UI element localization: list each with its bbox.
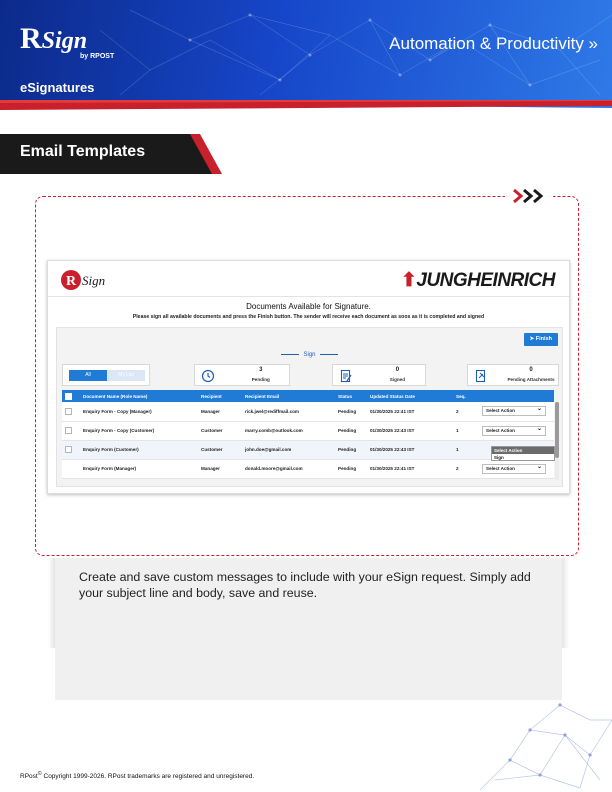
col-status: Status xyxy=(335,390,367,402)
finish-label: Finish xyxy=(535,336,552,342)
select-action-dropdown[interactable]: Select Action ⌄ xyxy=(482,406,546,416)
cell-date: 01/30/2025 22:41 IST xyxy=(367,459,453,478)
table-row xyxy=(62,402,554,421)
sign-section-label: Sign xyxy=(57,352,562,358)
cell-recipient: Manager xyxy=(198,402,242,421)
tagline: Automation & Productivity » xyxy=(389,34,598,53)
filter-all-button[interactable]: All xyxy=(69,370,107,381)
scrollbar-thumb[interactable] xyxy=(555,402,559,458)
jungheinrich-logo xyxy=(401,269,555,292)
col-recipient-email: Recipient Email xyxy=(242,390,335,402)
documents-instructions: Please sign all available documents and press the Finish button. The sender will receive each document as soos as it is completed and signed xyxy=(132,314,485,320)
description-text: Create and save custom messages to include with your eSign request. Simply add your subject line and body, save and reuse. xyxy=(79,570,531,600)
table-scrollbar[interactable] xyxy=(555,402,559,480)
copyright-footer xyxy=(20,771,254,780)
row-checkbox-cell xyxy=(62,459,80,478)
svg-text:Sign: Sign xyxy=(82,273,106,288)
cell-seq: 1 xyxy=(453,440,479,459)
stat-attachments-label: Pending Attachments xyxy=(507,377,555,382)
cell-status: Pending xyxy=(335,459,367,478)
signed-document-icon xyxy=(339,369,353,383)
category-label: eSignatures xyxy=(20,80,95,95)
rsign-logo xyxy=(20,22,115,60)
description-shadow-right xyxy=(561,558,569,648)
section-title: Email Templates xyxy=(20,143,146,160)
app-screenshot xyxy=(47,260,570,494)
row-checkbox[interactable] xyxy=(65,427,72,434)
brand-arrow-icon: ⬆ xyxy=(400,270,417,291)
list-filter-toggle xyxy=(62,364,150,386)
table-header-row xyxy=(62,390,554,402)
dropdown-option-select-action[interactable]: Select Action xyxy=(492,447,554,454)
table-row xyxy=(62,421,554,440)
stat-pending xyxy=(194,364,290,386)
row-checkbox-cell xyxy=(62,440,80,459)
cell-email: marry.comb@outlook.com xyxy=(242,421,335,440)
cell-status: Pending xyxy=(335,440,367,459)
logo-sign: Sign xyxy=(41,28,88,54)
cell-action xyxy=(479,402,554,421)
svg-text:R: R xyxy=(66,274,77,289)
clock-icon xyxy=(201,369,215,383)
select-all-cell xyxy=(62,390,80,402)
select-action-dropdown[interactable]: Select Action ⌄ xyxy=(482,464,546,474)
logo-r: R xyxy=(20,22,42,55)
stat-signed xyxy=(332,364,426,386)
cell-seq: 2 xyxy=(453,459,479,478)
cell-status: Pending xyxy=(335,402,367,421)
stat-pending-attachments xyxy=(467,364,559,386)
col-document-name: Document Name (Role Name) xyxy=(80,390,198,402)
cell-seq: 2 xyxy=(453,402,479,421)
col-action xyxy=(479,390,554,402)
attachment-document-icon xyxy=(474,369,488,383)
cell-document-name: Enquiry Form (Customer) xyxy=(80,440,198,459)
cell-recipient: Customer xyxy=(198,440,242,459)
divider xyxy=(48,296,569,297)
stat-attachments-value: 0 xyxy=(529,367,533,373)
cell-email: rick.jwel@rediffmail.com xyxy=(242,402,335,421)
cell-document-name: Enquiry Form (Manager) xyxy=(80,459,198,478)
col-seq: Seq. xyxy=(453,390,479,402)
table-row xyxy=(62,459,554,478)
cell-document-name: Enquiry Form - Copy (Manager) xyxy=(80,402,198,421)
filter-mylist-button[interactable]: My List xyxy=(107,370,145,381)
row-checkbox[interactable] xyxy=(65,446,72,453)
cell-date: 01/30/2025 22:43 IST xyxy=(367,440,453,459)
cell-seq: 1 xyxy=(453,421,479,440)
finish-button[interactable]: ➤ Finish xyxy=(524,333,558,346)
rsign-small-logo xyxy=(60,267,120,293)
col-recipient: Recipient xyxy=(198,390,242,402)
documents-title: Documents Available for Signature. xyxy=(246,302,371,311)
description-box xyxy=(55,558,562,700)
banner-red-stripe xyxy=(0,100,612,118)
cell-action xyxy=(479,421,554,440)
cell-email: donald.moore@gmail.com xyxy=(242,459,335,478)
cell-date: 01/30/2025 22:41 IST xyxy=(367,402,453,421)
select-all-checkbox[interactable] xyxy=(65,393,72,400)
action-dropdown-menu xyxy=(491,446,555,461)
logo-by-rpost: by RPOST xyxy=(80,53,115,60)
dropdown-option-sign[interactable]: Sign xyxy=(494,455,504,460)
col-updated-date: Updated Status Date xyxy=(367,390,453,402)
footer-text: Copyright 1999-2026. RPost trademarks are registered and unregistered. xyxy=(41,773,255,781)
copyright-mark: © xyxy=(37,771,42,777)
cell-document-name: Enquiry Form - Copy (Customer) xyxy=(80,421,198,440)
documents-table xyxy=(62,390,554,479)
row-checkbox-cell xyxy=(62,402,80,421)
row-checkbox-cell xyxy=(62,421,80,440)
footer-rpost: RPost xyxy=(20,773,38,781)
select-action-dropdown[interactable]: Select Action ⌄ xyxy=(482,426,546,436)
cell-recipient: Customer xyxy=(198,421,242,440)
cell-status: Pending xyxy=(335,421,367,440)
documents-panel xyxy=(56,327,563,487)
row-checkbox[interactable] xyxy=(65,408,72,415)
stat-signed-label: Signed xyxy=(389,377,406,382)
table-row xyxy=(62,440,554,459)
stat-signed-value: 0 xyxy=(395,367,400,373)
cell-email: john.doe@gmail.com xyxy=(242,440,335,459)
stat-pending-value: 3 xyxy=(259,367,263,373)
network-corner-icon xyxy=(470,700,612,792)
triple-chevron-icon xyxy=(512,187,548,205)
brand-name: JUNGHEINRICH xyxy=(416,270,555,291)
cell-recipient: Manager xyxy=(198,459,242,478)
cell-action xyxy=(479,459,554,478)
cell-date: 01/30/2025 22:43 IST xyxy=(367,421,453,440)
stat-pending-label: Pending xyxy=(251,377,270,382)
